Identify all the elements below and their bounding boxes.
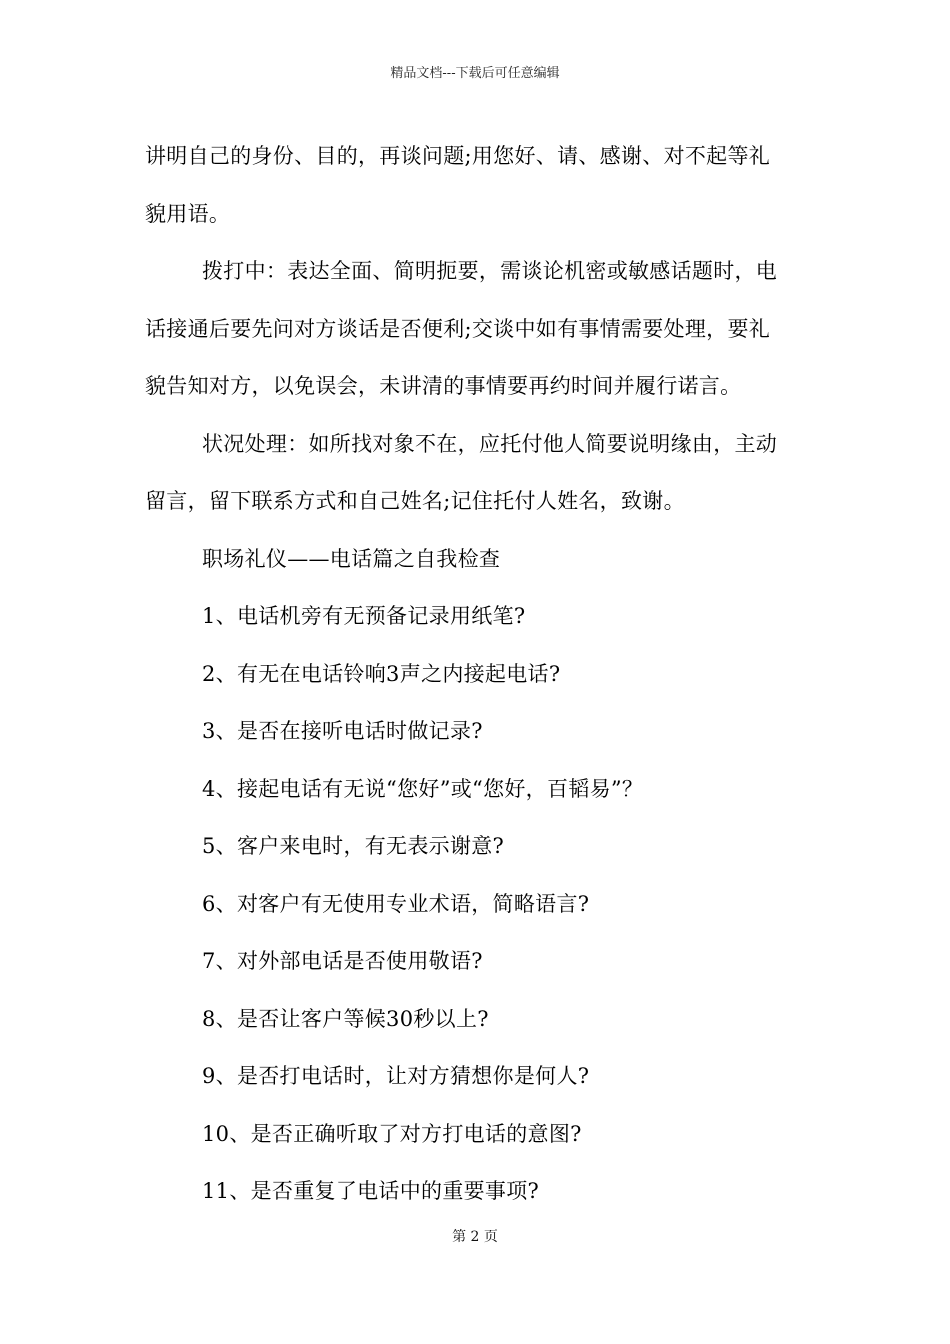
checklist-item: 1、电话机旁有无预备记录用纸笔? bbox=[202, 604, 526, 628]
checklist-item: 2、有无在电话铃响3声之内接起电话? bbox=[202, 661, 561, 686]
paragraph-line: 貌告知对方，以免误会，未讲清的事情要再约时间并履行诺言。 bbox=[145, 374, 742, 398]
paragraph-line: 貌用语。 bbox=[145, 201, 231, 226]
checklist-item: 7、对外部电话是否使用敬语? bbox=[202, 949, 483, 973]
checklist-item: 11、是否重复了电话中的重要事项? bbox=[202, 1179, 540, 1203]
checklist-item: 3、是否在接听电话时做记录? bbox=[202, 719, 483, 743]
checklist-item: 6、对客户有无使用专业术语，简略语言? bbox=[202, 891, 590, 916]
checklist-item: 4、接起电话有无说“您好”或“您好，百韬易”？ bbox=[202, 776, 644, 801]
document-body bbox=[145, 128, 810, 1221]
paragraph-line: 讲明自己的身份、目的，再谈问题;用您好、请、感谢、对不起等礼 bbox=[145, 144, 771, 168]
paragraph-line: 留言，留下联系方式和自己姓名;记住托付人姓名，致谢。 bbox=[145, 489, 685, 513]
page-header: 精品文档---下载后可任意编辑 bbox=[390, 66, 560, 81]
checklist-item: 10、是否正确听取了对方打电话的意图? bbox=[202, 1121, 582, 1146]
checklist-item: 8、是否让客户等候30秒以上? bbox=[202, 1006, 489, 1031]
checklist-item: 9、是否打电话时，让对方猜想你是何人? bbox=[202, 1064, 590, 1088]
paragraph-line: 拨打中：表达全面、简明扼要，需谈论机密或敏感话题时，电 bbox=[202, 259, 778, 283]
paragraph-line: 话接通后要先问对方谈话是否便利;交谈中如有事情需要处理，要礼 bbox=[145, 316, 771, 341]
paragraph-line: 状况处理：如所找对象不在，应托付他人简要说明缘由，主动 bbox=[202, 431, 778, 456]
section-heading: 职场礼仪——电话篇之自我检查 bbox=[202, 546, 501, 571]
page-number: 第 2 页 bbox=[452, 1229, 498, 1245]
checklist-item: 5、客户来电时，有无表示谢意? bbox=[202, 834, 505, 858]
